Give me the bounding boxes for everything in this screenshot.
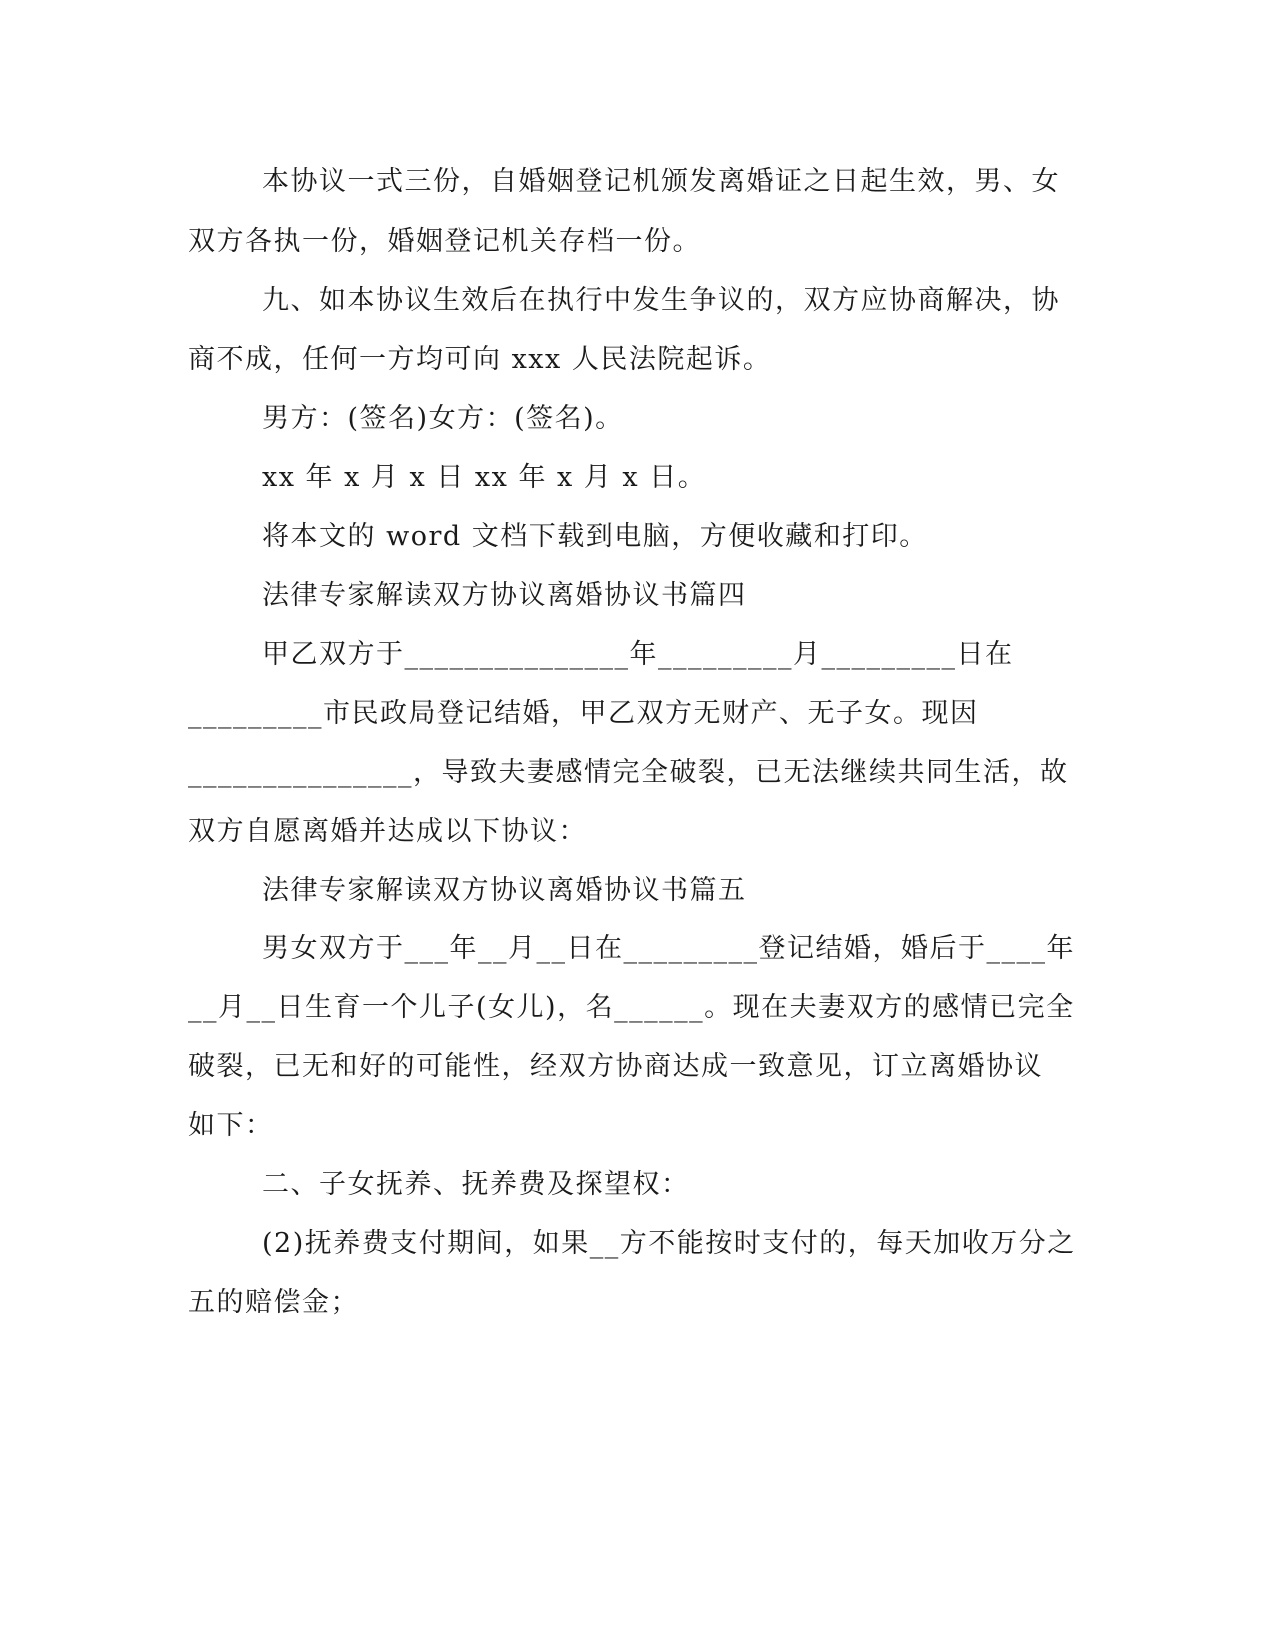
text-line: 本协议一式三份，自婚姻登记机颁发离婚证之日起生效，男、女 <box>262 166 1060 197</box>
text-line: __月__日生育一个儿子(女儿)，名______。现在夫妻双方的感情已完全 <box>188 992 1075 1023</box>
text-line: _________市民政局登记结婚，甲乙双方无财产、无子女。现因 <box>188 698 979 729</box>
text-line: 将本文的 word 文档下载到电脑，方便收藏和打印。 <box>262 521 928 552</box>
text-line: _______________，导致夫妻感情完全破裂，已无法继续共同生活，故 <box>188 757 1069 788</box>
text-line: 双方自愿离婚并达成以下协议： <box>188 816 587 847</box>
text-line: 如下： <box>188 1110 274 1141</box>
text-line: (2)抚养费支付期间，如果__方不能按时支付的，每天加收万分之 <box>262 1228 1076 1259</box>
section-heading: 法律专家解读双方协议离婚协议书篇四 <box>262 580 747 611</box>
text-line: 甲乙双方于_______________年_________月_________日在 <box>262 639 1014 670</box>
text-line: 男女双方于___年__月__日在_________登记结婚，婚后于____年 <box>262 933 1075 964</box>
text-line: 破裂，已无和好的可能性，经双方协商达成一致意见，订立离婚协议 <box>188 1051 1043 1082</box>
section-heading: 法律专家解读双方协议离婚协议书篇五 <box>262 875 747 906</box>
text-line: 二、子女抚养、抚养费及探望权： <box>262 1169 690 1200</box>
text-line: 男方：(签名)女方：(签名)。 <box>262 403 624 434</box>
text-line: 商不成，任何一方均可向 xxx 人民法院起诉。 <box>188 344 772 375</box>
text-line: 双方各执一份，婚姻登记机关存档一份。 <box>188 226 701 257</box>
text-line: 五的赔偿金； <box>188 1287 359 1318</box>
text-line: 九、如本协议生效后在执行中发生争议的，双方应协商解决，协 <box>262 285 1060 316</box>
text-line: xx 年 x 月 x 日 xx 年 x 月 x 日。 <box>262 462 707 493</box>
